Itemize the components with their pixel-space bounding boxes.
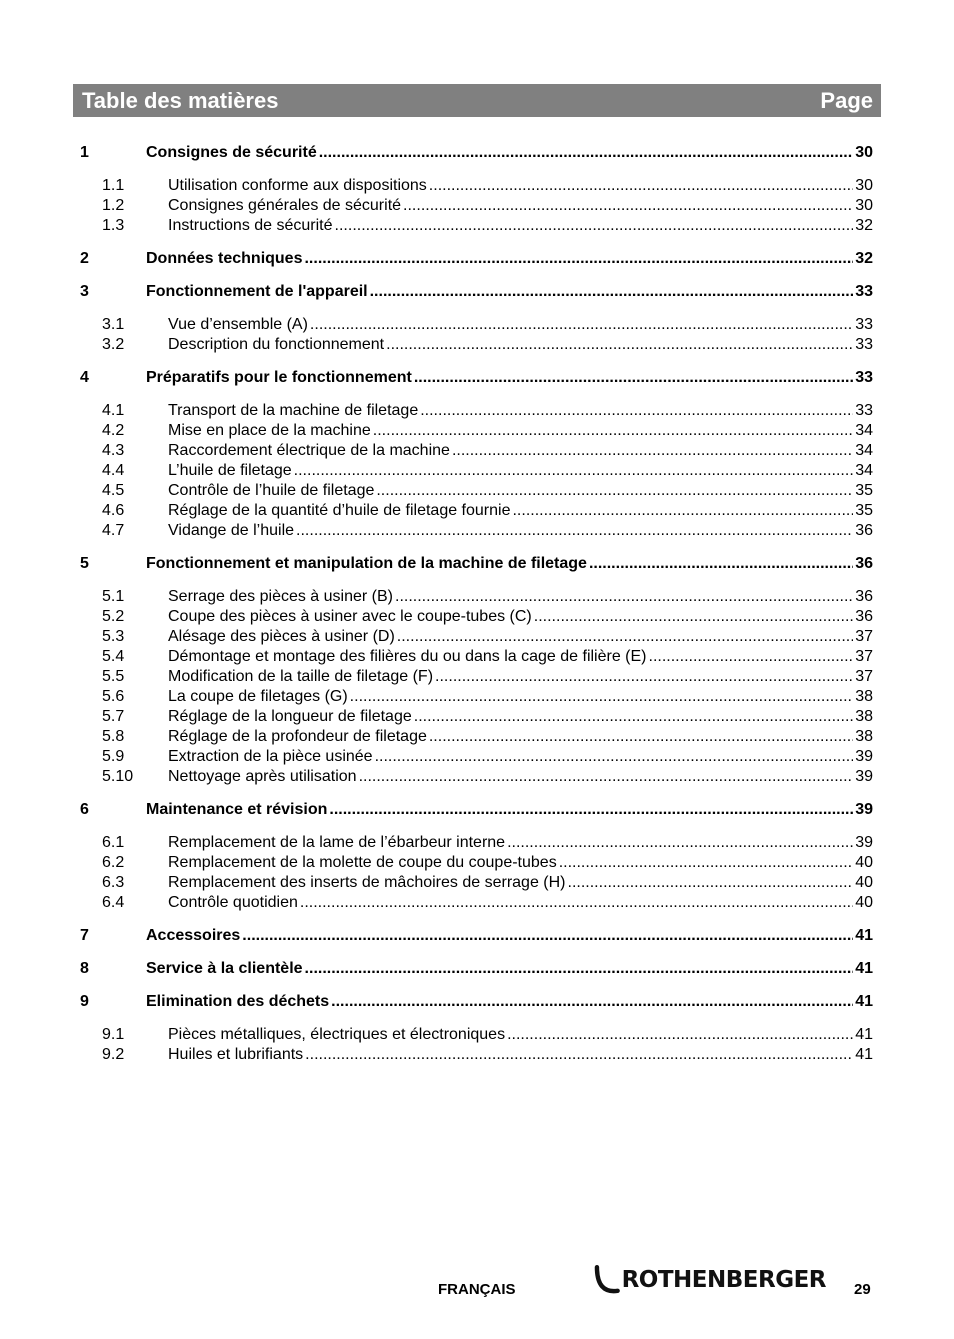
toc-entry-title: Réglage de la profondeur de filetage <box>168 728 427 745</box>
toc-dot-leader <box>435 667 853 687</box>
toc-entry-number: 9 <box>80 993 89 1010</box>
toc-subsection-entry <box>80 216 873 236</box>
toc-entry-page: 34 <box>855 442 873 459</box>
footer-language: FRANÇAIS <box>438 1281 516 1298</box>
toc-entry-page: 33 <box>855 316 873 333</box>
toc-subsection-entry <box>80 1025 873 1045</box>
toc-entry-number: 4.2 <box>102 422 125 439</box>
toc-entry-number: 4.7 <box>102 522 125 539</box>
toc-entry-title: Remplacement de la lame de l’ébarbeur interne <box>168 834 506 851</box>
toc-entry-page: 37 <box>855 648 873 665</box>
toc-dot-leader <box>329 800 853 820</box>
toc-header-page-label: Page <box>820 87 873 113</box>
toc-entry-title: Transport de la machine de filetage <box>168 402 419 419</box>
toc-entry-title: Consignes de sécurité <box>146 144 317 161</box>
toc-subsection-entry <box>80 853 873 873</box>
toc-entry-page: 33 <box>855 402 873 419</box>
toc-dot-leader <box>335 216 854 236</box>
toc-entry-number: 8 <box>80 960 89 977</box>
toc-entry-number: 6.4 <box>102 894 125 911</box>
toc-entry-number: 4.6 <box>102 502 125 519</box>
toc-entry-page: 41 <box>855 993 873 1010</box>
toc-entry-page: 37 <box>855 668 873 685</box>
toc-entry-number: 4.1 <box>102 402 125 419</box>
toc-entry-number: 6.2 <box>102 854 125 871</box>
toc-dot-leader <box>350 687 854 707</box>
toc-section-entry <box>80 992 873 1012</box>
toc-section-entry <box>80 368 873 388</box>
toc-subsection-entry <box>80 441 873 461</box>
toc-entry-page: 40 <box>855 874 873 891</box>
toc-subsection-entry <box>80 873 873 893</box>
toc-dot-leader <box>296 521 853 541</box>
toc-entry-title: Elimination des déchets <box>146 993 330 1010</box>
toc-entry-title: Service à la clientèle <box>146 960 303 977</box>
toc-entry-page: 36 <box>855 608 873 625</box>
toc-entry-title: Fonctionnement et manipulation de la machine de filetage <box>146 555 587 572</box>
toc-entry-page: 30 <box>855 177 873 194</box>
toc-dot-leader <box>395 587 853 607</box>
toc-entry-number: 5.8 <box>102 728 125 745</box>
toc-entry-page: 35 <box>855 502 873 519</box>
toc-entry-number: 5.7 <box>102 708 125 725</box>
toc-dot-leader <box>589 554 853 574</box>
toc-dot-leader <box>242 926 853 946</box>
toc-entry-title: Préparatifs pour le fonctionnement <box>146 369 412 386</box>
toc-dot-leader <box>568 873 854 893</box>
toc-entry-title: Réglage de la quantité d’huile de filetage fournie <box>168 502 511 519</box>
toc-entry-page: 34 <box>855 422 873 439</box>
toc-section-entry <box>80 249 873 269</box>
toc-subsection-entry <box>80 607 873 627</box>
toc-entry-number: 6.1 <box>102 834 125 851</box>
toc-dot-leader <box>373 421 853 441</box>
brand-swoosh-icon <box>594 1263 620 1297</box>
toc-entry-title: Serrage des pièces à usiner (B) <box>168 588 393 605</box>
toc-dot-leader <box>397 627 853 647</box>
toc-entry-title: Raccordement électrique de la machine <box>168 442 450 459</box>
toc-dot-leader <box>305 1045 853 1065</box>
toc-entry-title: Contrôle quotidien <box>168 894 298 911</box>
toc-dot-leader <box>304 249 853 269</box>
toc-subsection-entry <box>80 687 873 707</box>
toc-subsection-entry <box>80 727 873 747</box>
toc-entry-page: 32 <box>855 217 873 234</box>
toc-entry-page: 33 <box>855 283 873 300</box>
brand-logo <box>594 1262 826 1298</box>
toc-entry-title: Données techniques <box>146 250 303 267</box>
toc-entry-number: 5.6 <box>102 688 125 705</box>
toc-entry-title: L’huile de filetage <box>168 462 292 479</box>
toc-dot-leader <box>414 368 853 388</box>
toc-entry-page: 40 <box>855 854 873 871</box>
toc-entry-number: 1.2 <box>102 197 125 214</box>
toc-entry-page: 33 <box>855 369 873 386</box>
toc-entry-title: Vidange de l’huile <box>168 522 295 539</box>
toc-entry-title: Huiles et lubrifiants <box>168 1046 304 1063</box>
toc-entry-number: 4.3 <box>102 442 125 459</box>
toc-dot-leader <box>414 707 853 727</box>
toc-entry-title: Coupe des pièces à usiner avec le coupe-tubes (C) <box>168 608 532 625</box>
toc-entry-number: 2 <box>80 250 89 267</box>
toc-entry-number: 3 <box>80 283 89 300</box>
toc-subsection-entry <box>80 335 873 355</box>
toc-subsection-entry <box>80 587 873 607</box>
toc-entry-number: 6.3 <box>102 874 125 891</box>
toc-dot-leader <box>649 647 854 667</box>
toc-dot-leader <box>331 992 853 1012</box>
toc-entry-number: 5.10 <box>102 768 134 785</box>
toc-entry-page: 30 <box>855 197 873 214</box>
toc-entry-title: Pièces métalliques, électriques et électroniques <box>168 1026 506 1043</box>
toc-subsection-entry <box>80 501 873 521</box>
toc-subsection-entry <box>80 521 873 541</box>
toc-entry-page: 36 <box>855 555 873 572</box>
toc-section-entry <box>80 143 873 163</box>
toc-dot-leader <box>294 461 854 481</box>
toc-entry-number: 4.5 <box>102 482 125 499</box>
toc-dot-leader <box>452 441 853 461</box>
toc-entry-title: Vue d’ensemble (A) <box>168 316 308 333</box>
brand-logo-text: ROTHENBERGER <box>621 1267 826 1293</box>
toc-section-entry <box>80 926 873 946</box>
toc-entry-title: Maintenance et révision <box>146 801 328 818</box>
toc-entry-page: 36 <box>855 588 873 605</box>
toc-entry-title: Nettoyage après utilisation <box>168 768 357 785</box>
toc-entry-number: 5.4 <box>102 648 125 665</box>
toc-entry-title: Utilisation conforme aux dispositions <box>168 177 427 194</box>
toc-dot-leader <box>359 767 854 787</box>
toc-subsection-entry <box>80 747 873 767</box>
toc-entry-title: Alésage des pièces à usiner (D) <box>168 628 395 645</box>
toc-subsection-entry <box>80 707 873 727</box>
toc-entry-number: 1.1 <box>102 177 125 194</box>
toc-entry-page: 34 <box>855 462 873 479</box>
toc-entry-title: Consignes générales de sécurité <box>168 197 402 214</box>
toc-entry-number: 1 <box>80 144 89 161</box>
toc-dot-leader <box>534 607 853 627</box>
toc-section-entry <box>80 554 873 574</box>
toc-entry-page: 40 <box>855 894 873 911</box>
toc-entry-number: 4.4 <box>102 462 125 479</box>
toc-entry-number: 3.1 <box>102 316 125 333</box>
toc-header <box>73 84 881 117</box>
toc-entry-title: Démontage et montage des filières du ou dans la cage de filière (E) <box>168 648 647 665</box>
toc-dot-leader <box>386 335 853 355</box>
toc-entry-number: 5.1 <box>102 588 125 605</box>
toc-dot-leader <box>420 401 853 421</box>
toc-section-entry <box>80 800 873 820</box>
toc-subsection-entry <box>80 421 873 441</box>
toc-subsection-entry <box>80 481 873 501</box>
toc-subsection-entry <box>80 627 873 647</box>
toc-entry-title: Remplacement de la molette de coupe du coupe-tubes <box>168 854 557 871</box>
toc-subsection-entry <box>80 196 873 216</box>
toc-dot-leader <box>300 893 853 913</box>
toc-entry-title: Fonctionnement de l'appareil <box>146 283 368 300</box>
toc-subsection-entry <box>80 893 873 913</box>
toc-header-title: Table des matières <box>82 87 279 113</box>
toc-dot-leader <box>370 282 854 302</box>
toc-dot-leader <box>319 143 853 163</box>
toc-subsection-entry <box>80 647 873 667</box>
toc-entry-page: 37 <box>855 628 873 645</box>
toc-subsection-entry <box>80 176 873 196</box>
toc-subsection-entry <box>80 461 873 481</box>
footer-page-number: 29 <box>854 1281 871 1298</box>
toc-dot-leader <box>305 959 854 979</box>
toc-dot-leader <box>507 833 853 853</box>
toc-entry-title: La coupe de filetages (G) <box>168 688 348 705</box>
toc-entry-title: Instructions de sécurité <box>168 217 333 234</box>
toc-entry-number: 5.2 <box>102 608 125 625</box>
toc-entry-page: 30 <box>855 144 873 161</box>
toc-entry-page: 35 <box>855 482 873 499</box>
toc-dot-leader <box>429 727 853 747</box>
toc-entry-number: 1.3 <box>102 217 125 234</box>
toc-entry-number: 5.3 <box>102 628 125 645</box>
toc-entry-page: 38 <box>855 728 873 745</box>
toc-entry-number: 9.1 <box>102 1026 125 1043</box>
toc-dot-leader <box>512 501 853 521</box>
toc-entry-title: Remplacement des inserts de mâchoires de serrage (H) <box>168 874 566 891</box>
toc-entry-page: 38 <box>855 688 873 705</box>
toc-entry-page: 41 <box>855 1026 873 1043</box>
toc-entry-page: 39 <box>855 768 873 785</box>
toc-subsection-entry <box>80 833 873 853</box>
toc-entry-number: 7 <box>80 927 89 944</box>
toc-subsection-entry <box>80 315 873 335</box>
toc-entry-number: 5.5 <box>102 668 125 685</box>
toc-entry-page: 32 <box>855 250 873 267</box>
toc-entry-title: Accessoires <box>146 927 241 944</box>
toc-entry-number: 6 <box>80 801 89 818</box>
toc-entry-title: Réglage de la longueur de filetage <box>168 708 412 725</box>
toc-entry-title: Mise en place de la machine <box>168 422 371 439</box>
toc-entry-page: 41 <box>855 960 873 977</box>
toc-dot-leader <box>403 196 853 216</box>
toc-entry-number: 3.2 <box>102 336 125 353</box>
toc-entry-title: Contrôle de l’huile de filetage <box>168 482 375 499</box>
toc-dot-leader <box>559 853 854 873</box>
toc-dot-leader <box>310 315 853 335</box>
toc-entry-page: 39 <box>855 834 873 851</box>
toc-entry-title: Extraction de la pièce usinée <box>168 748 373 765</box>
toc-section-entry <box>80 959 873 979</box>
toc-entry-page: 33 <box>855 336 873 353</box>
toc-entry-number: 5.9 <box>102 748 125 765</box>
toc-entry-number: 4 <box>80 369 89 386</box>
toc-subsection-entry <box>80 401 873 421</box>
toc-dot-leader <box>429 176 853 196</box>
toc-subsection-entry <box>80 767 873 787</box>
toc-entry-page: 41 <box>855 1046 873 1063</box>
toc-dot-leader <box>376 481 853 501</box>
toc-entry-number: 9.2 <box>102 1046 125 1063</box>
toc-entry-page: 38 <box>855 708 873 725</box>
toc-entry-page: 39 <box>855 748 873 765</box>
toc-dot-leader <box>375 747 854 767</box>
toc-entry-page: 39 <box>855 801 873 818</box>
toc-entry-page: 36 <box>855 522 873 539</box>
table-of-contents <box>80 143 873 1078</box>
toc-entry-title: Modification de la taille de filetage (F) <box>168 668 434 685</box>
toc-dot-leader <box>507 1025 853 1045</box>
toc-entry-page: 41 <box>855 927 873 944</box>
toc-subsection-entry <box>80 667 873 687</box>
toc-section-entry <box>80 282 873 302</box>
toc-entry-title: Description du fonctionnement <box>168 336 385 353</box>
toc-subsection-entry <box>80 1045 873 1065</box>
toc-entry-number: 5 <box>80 555 89 572</box>
